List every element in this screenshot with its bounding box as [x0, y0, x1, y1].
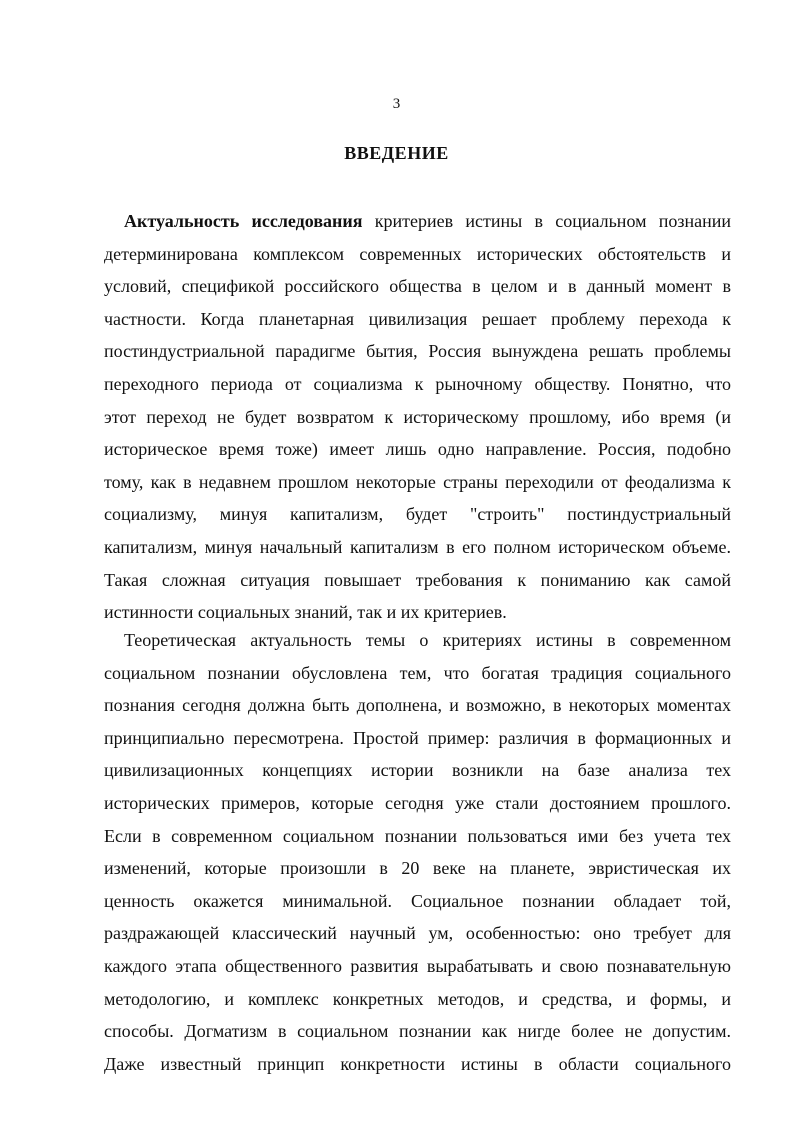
paragraph-line: частности. Когда планетарная цивилизация решает проблему перехода к — [104, 308, 731, 329]
paragraph-line: изменений, которые произошли в 20 веке на планете, эвристическая их — [104, 858, 731, 879]
paragraph-line: историческое время тоже) имеет лишь одно направление. Россия, подобно — [104, 439, 731, 460]
paragraph-line: исторических примеров, которые сегодня уже стали достоянием прошлого. — [104, 792, 731, 813]
paragraph-line: Теоретическая актуальность темы о критериях истины в современном — [124, 630, 731, 650]
paragraph-line: способы. Догматизм в социальном познании как нигде более не допустим. — [104, 1021, 731, 1042]
paragraph-line: ценность окажется минимальной. Социальное познании обладает той, — [104, 890, 731, 911]
paragraph-line: этот переход не будет возвратом к историческому прошлому, ибо время (и — [104, 406, 731, 427]
paragraph-line: методологию, и комплекс конкретных методов, и средства, и формы, и — [104, 988, 731, 1009]
paragraph-line: каждого этапа общественного развития вырабатывать и свою познавательную — [104, 955, 731, 976]
bold-lead-phrase: Актуальность исследования — [124, 211, 363, 231]
paragraph-line: постиндустриальной парадигме бытия, Россия вынуждена решать проблемы — [104, 341, 731, 362]
paragraph-line: тому, как в недавнем прошлом некоторые страны переходили от феодализма к — [104, 471, 731, 492]
paragraph-line — [104, 205, 731, 238]
paragraph-line: переходного периода от социализма к рыночному обществу. Понятно, что — [104, 373, 731, 394]
paragraph-line: Такая сложная ситуация повышает требования к пониманию как самой — [104, 569, 731, 590]
paragraph-line: социализму, минуя капитализм, будет "строить" постиндустриальный — [104, 504, 731, 525]
section-heading: ВВЕДЕНИЕ — [344, 143, 449, 163]
paragraph-line: познания сегодня должна быть дополнена, и возможно, в некоторых моментах — [104, 695, 731, 716]
paragraph-line: детерминирована комплексом современных исторических обстоятельств и — [104, 243, 731, 264]
paragraph-line-text: критериев истины в социальном познании — [362, 211, 731, 231]
paragraph-line: социальном познании обусловлена тем, что богатая традиция социального — [104, 662, 731, 683]
paragraph-line: цивилизационных концепциях истории возникли на базе анализа тех — [104, 760, 731, 781]
page-number: 3 — [392, 96, 401, 112]
paragraph-2 — [104, 624, 731, 1080]
paragraph-line: Даже известный принцип конкретности истины в области социального — [104, 1053, 731, 1074]
paragraph-1 — [104, 205, 731, 629]
paragraph-line: раздражающей классический научный ум, особенностью: оно требует для — [104, 923, 731, 944]
paragraph-line: принципиально пересмотрена. Простой пример: различия в формационных и — [104, 727, 731, 748]
paragraph-line: Если в современном социальном познании пользоваться ими без учета тех — [104, 825, 731, 846]
paragraph-line: условий, спецификой российского общества в целом и в данный момент в — [104, 276, 731, 297]
paragraph-line: истинности социальных знаний, так и их критериев. — [104, 602, 507, 623]
paragraph-line: капитализм, минуя начальный капитализм в его полном историческом объеме. — [104, 536, 731, 557]
